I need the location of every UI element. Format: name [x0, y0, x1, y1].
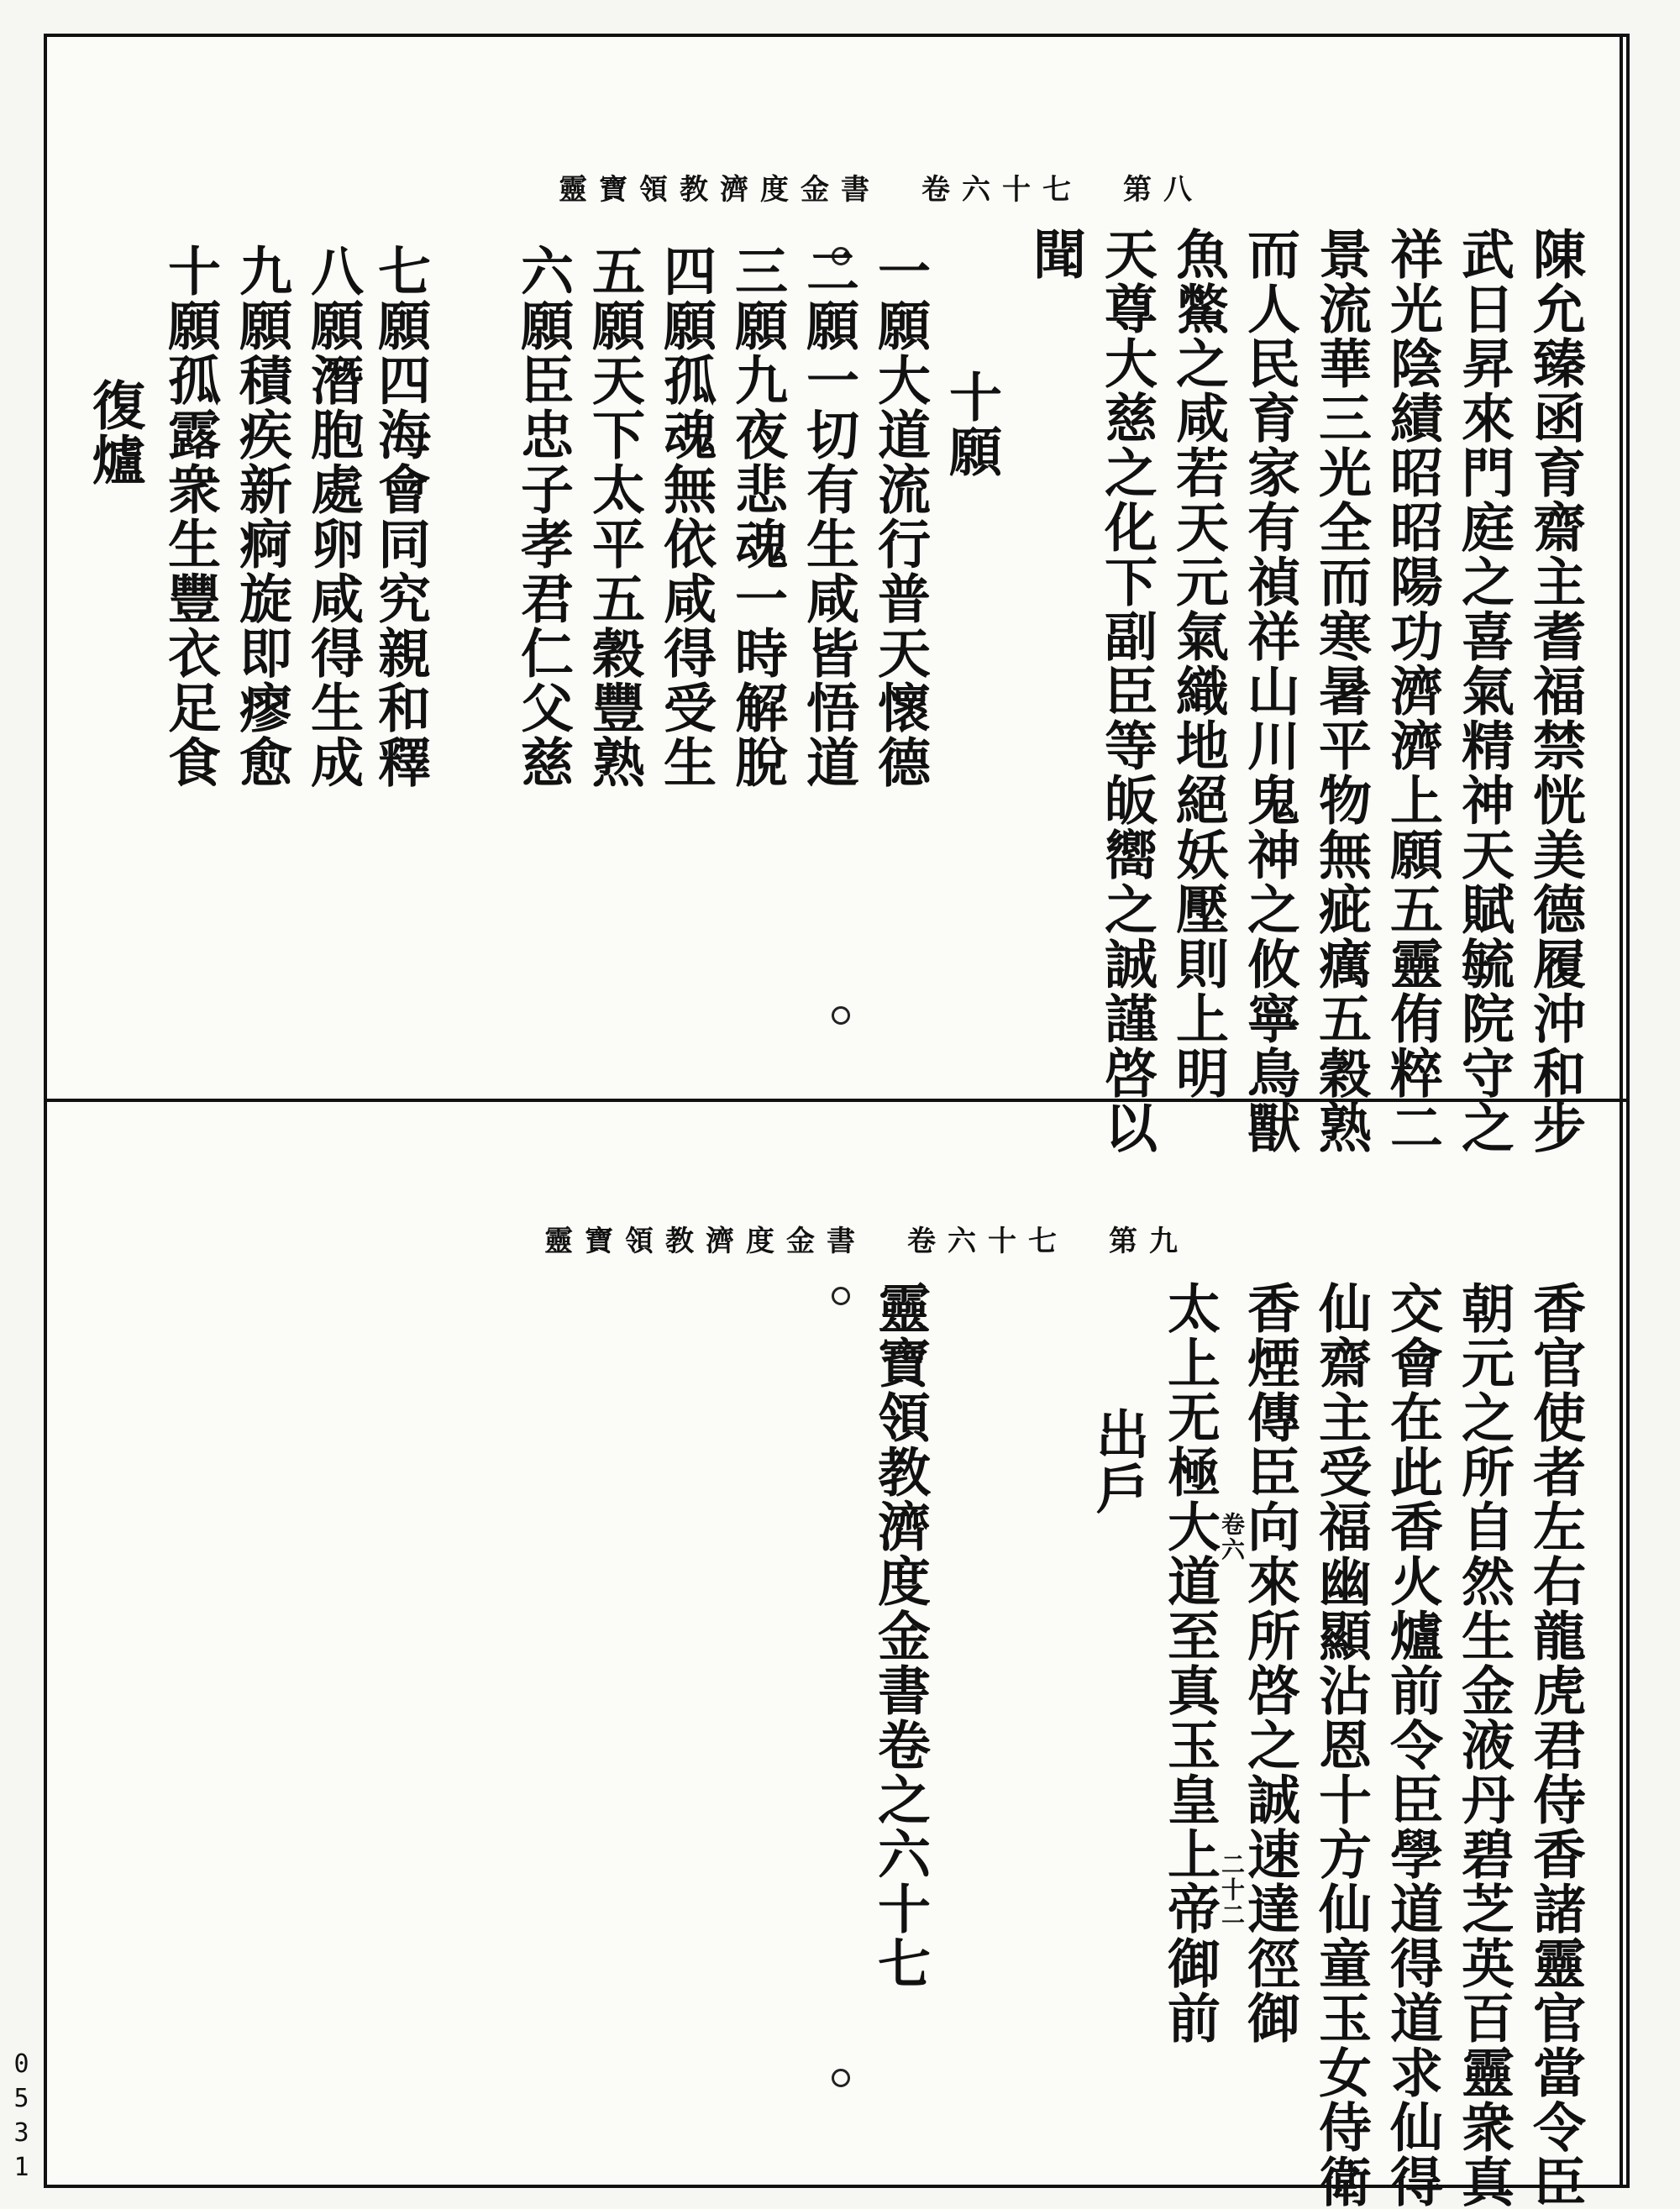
top-col-2: 武日昇來門庭之喜氣精神天賦毓院守之: [1453, 227, 1515, 1155]
circle-mark: [832, 2069, 850, 2087]
bottom-col-1: 香官使者左右龍虎君侍香諸靈官當令臣: [1525, 1281, 1587, 2209]
top-col-vow-9: 九願積疾新痾旋即瘳愈: [231, 244, 293, 790]
bottom-col-volume-end-title: 靈寶領教濟度金書卷之六十七: [869, 1281, 932, 1991]
circle-mark: [832, 1287, 850, 1305]
bottom-col-5: 香煙傳臣向來所啓之誠速達徑御: [1239, 1281, 1301, 2045]
top-col-7: 天尊大慈之化下副臣等皈嚮之誠謹啓以: [1096, 227, 1158, 1155]
top-col-4: 景流華三光全而寒暑平物無疵癘五穀熟: [1310, 227, 1373, 1155]
top-col-5: 而人民育家有禎祥山川鬼神之攸寧鳥獸: [1239, 227, 1301, 1155]
top-col-vow-3: 三願九夜悲魂一時解脫: [727, 244, 789, 790]
bottom-note-22: 二十二: [1218, 1852, 1246, 1928]
top-col-vow-7: 七願四海會同究親和釋: [370, 244, 432, 790]
bottom-col-6: 太上无極大道至真玉皇上帝御前: [1159, 1281, 1221, 2045]
top-col-vow-2: 二願一切有生咸皆悟道: [798, 244, 860, 790]
bottom-right-rule: [1620, 1102, 1623, 2188]
top-col-1: 陳允臻函育齋主耆福禁恍美德履沖和步: [1525, 227, 1587, 1155]
top-col-vow-4: 四願孤魂無依咸得受生: [655, 244, 717, 790]
circle-mark: [832, 1006, 850, 1025]
bottom-col-2: 朝元之所自然生金液丹碧芝英百靈衆真: [1453, 1281, 1515, 2209]
top-right-rule: [1620, 34, 1623, 1100]
top-col-ten-vows-title: 十願: [941, 370, 1003, 479]
bottom-page-header: 靈寶領教濟度金書 卷六十七 第九: [544, 1225, 1189, 1258]
top-col-return-censer: 復爐: [84, 378, 146, 487]
top-col-6: 魚鱉之咸若天元氣織地絕妖壓則上明: [1168, 227, 1230, 1100]
bottom-note-juan6: 卷六: [1218, 1512, 1246, 1562]
top-col-vow-5: 五願天下太平五穀豐熟: [584, 244, 646, 790]
top-col-3: 祥光陰績昭昭陽功濟濟上願五靈侑粹二: [1382, 227, 1444, 1155]
top-col-vow-10: 十願孤露衆生豐衣足食: [160, 244, 222, 790]
bottom-col-exit: 出戶: [1088, 1407, 1150, 1516]
top-col-vow-1: 一願大道流行普天懷德: [869, 244, 932, 790]
bottom-col-3: 交會在此香火爐前令臣學道得道求仙得: [1382, 1281, 1444, 2209]
top-col-vow-6: 六願臣忠子孝君仁父慈: [512, 244, 575, 790]
top-page-header: 靈寶領教濟度金書 卷六十七 第八: [559, 173, 1204, 207]
page-number: 0531: [7, 2049, 36, 2187]
top-col-8: 聞: [1025, 227, 1087, 281]
bottom-col-4: 仙齋主受福幽顯沾恩十方仙童玉女侍衛: [1310, 1281, 1373, 2209]
top-col-vow-8: 八願潛胞處卵咸得生成: [302, 244, 365, 790]
